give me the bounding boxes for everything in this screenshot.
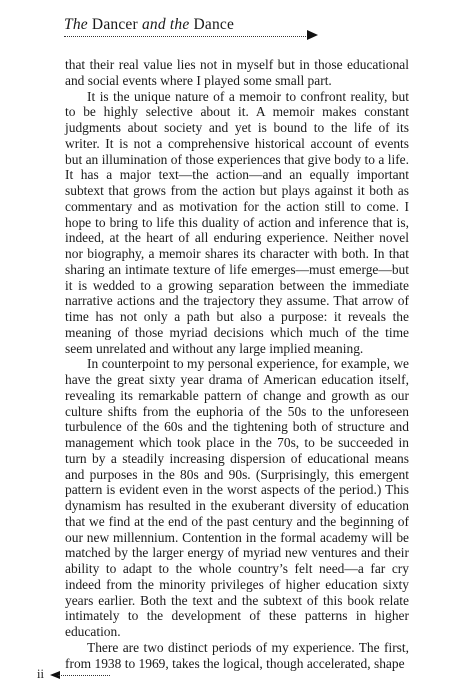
body-text [65, 57, 409, 671]
page-footer [37, 669, 117, 683]
book-title [64, 15, 234, 35]
running-head [64, 15, 409, 37]
page-number: ii [37, 667, 44, 681]
title-words-and-the: and the [141, 16, 190, 33]
footer-dotted-rule [58, 675, 110, 676]
title-word-the: The [64, 16, 88, 33]
title-word-dancer: Dancer [87, 16, 142, 33]
paragraph-memoir: It is the unique nature of a memoir to confront reality, but to be highly selective about it. A memoir makes constant judgments about society and yet is bound to the life of its writer. It is not a comprehensive historical account of events but an illumination of those experiences that give body to a life. It has a major text—the action—and an equally important subtext that grows from the action but plays against it both as commentary and as motivation for the action still to come. I hope to bring to life this duality of action and inference that is, indeed, at the heart of all enduring experience. Neither novel nor biography, a memoir shares its character with both. In that sharing an intimate texture of life emerges—must emerge—but it is wedded to a growing separation between the immediate narrative actions and the trajectory they assume. That arrow of time has not only a path but also a purpose: it reveals the meaning of those myriad decisions which much of the time seem unrelated and without any large implied meaning. [65, 88, 409, 356]
title-word-dance: Dance [189, 16, 235, 33]
paragraph-two-periods: There are two distinct periods of my experience. The first, from 1938 to 1969, takes the logical, though accelerated, shape [65, 639, 409, 671]
paragraph-counterpoint: In counterpoint to my personal experience, for example, we have the great sixty year drama of American education itself, revealing its remarkable pattern of change and growth as our culture shifts from the euphoria of the 50s to the unforeseen turbulence of the 60s and the tightening both of structure and management which took place in the 70s, to be succeeded in turn by a steadily increasing dispersion of educational means and purposes in the 80s and 90s. (Surprisingly, this emergent pattern is evident even in the worst aspects of the period.) This dynamism has resulted in the exuberant diversity of education that we find at the end of the past century and the beginning of our new millennium. Contention in the formal academy will be matched by the larger energy of myriad new ventures and their ability to adapt to the whole country’s felt need—a far cry indeed from the minority privileges of higher education sixty years earlier. Both the text and the subtext of this book relate intimately to the development of these patterns in higher education. [65, 356, 409, 639]
header-dotted-rule [64, 36, 310, 37]
paragraph-continued: that their real value lies not in myself but in those educational and social events where I played some small part. [65, 57, 409, 88]
header-arrow-icon [307, 30, 318, 40]
